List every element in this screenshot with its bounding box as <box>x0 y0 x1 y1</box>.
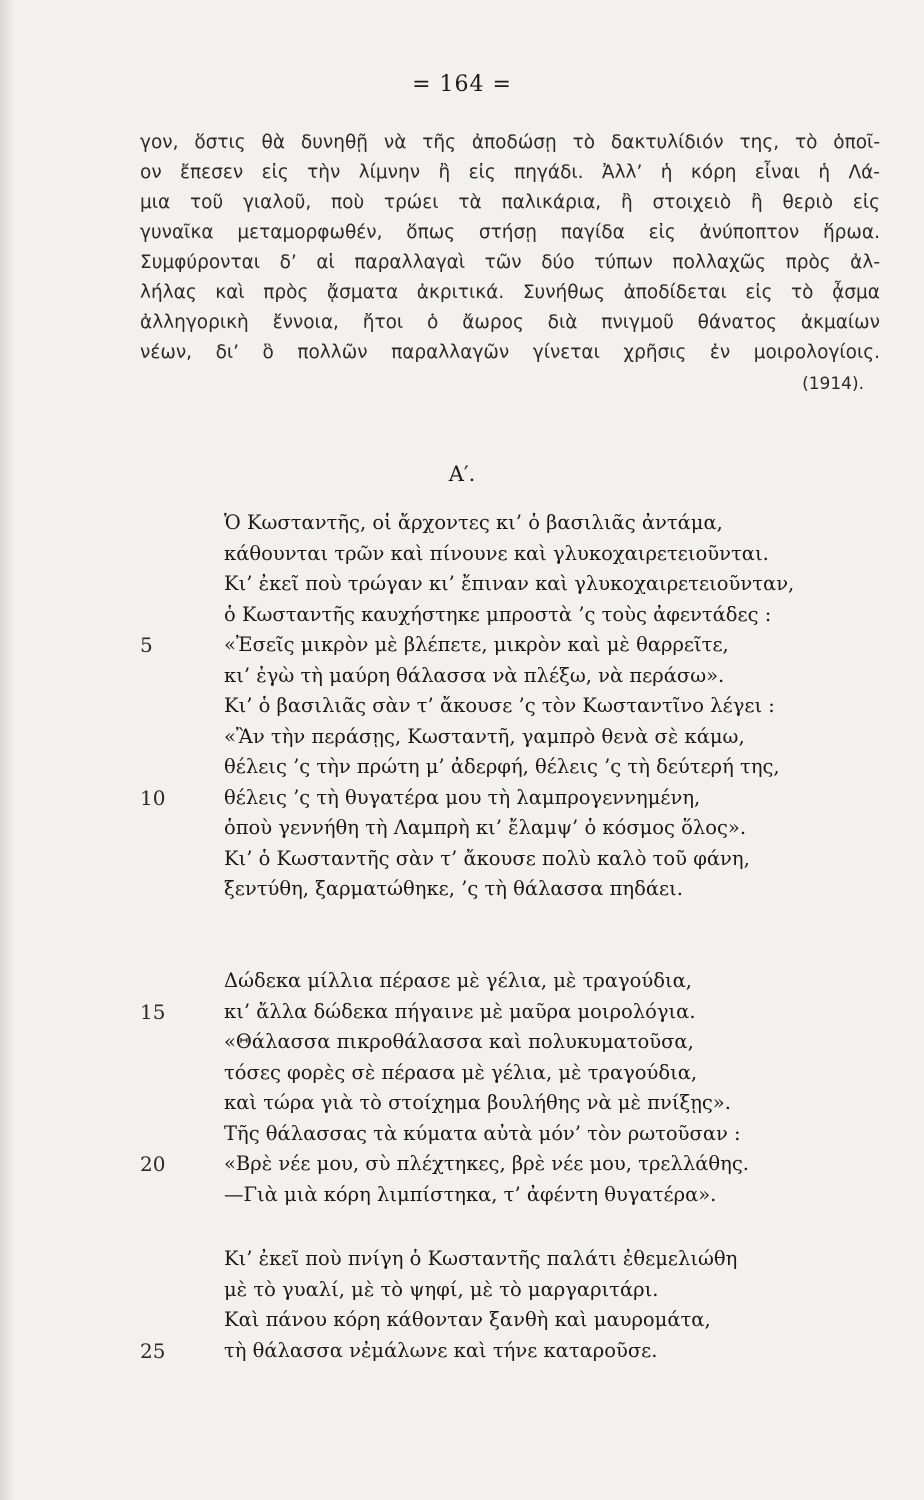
stanza-2 <box>140 966 900 1210</box>
verse-text: κι’ ἐγὼ τὴ μαύρη θάλασσα νὰ πλέξω, νὰ περάσω». <box>224 663 725 687</box>
line-number: 5 <box>140 633 153 657</box>
verse-text: μὲ τὸ γυαλί, μὲ τὸ ψηφί, μὲ τὸ μαργαριτάρι. <box>224 1277 659 1301</box>
stanza-1 <box>140 508 900 905</box>
line-number: 25 <box>140 1338 166 1363</box>
prose-line: μια τοῦ γιαλοῦ, ποὺ τρώει τὰ παλικάρια, ἢ στοιχειὸ ἢ θεριὸ εἰς <box>140 192 880 213</box>
verse-text: κάθουνται τρῶν καὶ πίνουνε καὶ γλυκοχαιρετειοῦνται. <box>224 541 769 565</box>
verse-line <box>140 722 900 753</box>
verse-line <box>140 1275 900 1306</box>
page-edge-shadow <box>0 0 14 1500</box>
page-number: = 164 = <box>412 72 512 97</box>
prose-line: λήλας καὶ πρὸς ᾄσματα ἀκριτικά. Συνήθως ἀποδίδεται εἰς τὸ ᾆσμα <box>140 282 880 303</box>
prose-year: (1914). <box>802 374 864 394</box>
verse-line <box>140 1180 900 1211</box>
verse-text: Κι’ ἐκεῖ ποὺ τρώγαν κι’ ἔπιναν καὶ γλυκοχαιρετειοῦνταν, <box>224 572 795 595</box>
verse-text: «Θάλασσα πικροθάλασσα καὶ πολυκυματοῦσα, <box>224 1030 694 1053</box>
line-number: 20 <box>140 1152 166 1176</box>
intro-paragraph <box>140 128 880 400</box>
verse-text: Καὶ πάνου κόρη κάθονταν ξανθὴ καὶ μαυρομάτα, <box>224 1308 711 1331</box>
verse-text: «Ἂν τὴν περάσῃς, Κωσταντῆ, γαμπρὸ θενὰ σὲ κάμω, <box>224 724 745 748</box>
verse-line <box>140 874 900 905</box>
stanza-3 <box>140 1244 900 1366</box>
verse-line <box>140 1244 900 1275</box>
line-number: 10 <box>140 785 166 810</box>
line-number: 15 <box>140 999 166 1024</box>
verse-text: Ὁ Κωσταντῆς, οἱ ἄρχοντες κι’ ὁ βασιλιᾶς ἀντάμα, <box>224 511 723 534</box>
verse-line <box>140 1119 900 1150</box>
verse-text: Τῆς θάλασσας τὰ κύματα αὐτὰ μόν’ τὸν ρωτοῦσαν : <box>224 1121 741 1145</box>
verse-text: Κι’ ἐκεῖ ποὺ πνίγη ὁ Κωσταντῆς παλάτι ἐθεμελιώθη <box>224 1247 738 1270</box>
verse-text: κι’ ἄλλα δώδεκα πήγαινε μὲ μαῦρα μοιρολόγια. <box>224 999 696 1023</box>
verse-line <box>140 600 900 631</box>
verse-line <box>140 752 900 783</box>
verse-line <box>140 508 900 539</box>
prose-line: ἀλληγορικὴ ἔννοια, ἤτοι ὁ ἄωρος διὰ πνιγμοῦ θάνατος ἀκμαίων <box>140 312 880 333</box>
verse-text: καὶ τώρα γιὰ τὸ στοίχημα βουλήθης νὰ μὲ πνίξῃς». <box>224 1091 731 1114</box>
verse-text: ὁ Κωσταντῆς καυχήστηκε μπροστὰ ’ς τοὺς ἀφεντάδες : <box>224 602 772 626</box>
verse-text: «Βρὲ νέε μου, σὺ πλέχτηκες, βρὲ νέε μου, τρελλάθης. <box>224 1152 749 1175</box>
verse-line <box>140 569 900 600</box>
verse-text: «Ἐσεῖς μικρὸν μὲ βλέπετε, μικρὸν καὶ μὲ θαρρεῖτε, <box>224 633 729 656</box>
verse-line <box>140 1305 900 1336</box>
prose-line: γυναῖκα μεταμορφωθέν, ὅπως στήσῃ παγίδα εἰς ἀνύποπτον ἥρωα. <box>140 222 880 243</box>
verse-text: θέλεις ’ς τὴ θυγατέρα μου τὴ λαμπρογεννημένη, <box>224 785 701 809</box>
verse-line <box>140 661 900 692</box>
section-heading: Α′. <box>448 462 476 486</box>
verse-line <box>140 966 900 997</box>
prose-line: νέων, δι’ ὃ πολλῶν παραλλαγῶν γίνεται χρῆσις ἐν μοιρολογίοις. <box>140 342 880 363</box>
verse-line <box>140 1058 900 1089</box>
verse-line <box>140 539 900 570</box>
verse-text: τόσες φορὲς σὲ πέρασα μὲ γέλια, μὲ τραγούδια, <box>224 1060 698 1084</box>
verse-line <box>140 844 900 875</box>
verse-line <box>140 997 900 1028</box>
verse-line <box>140 783 900 814</box>
verse-line <box>140 1336 900 1367</box>
verse-text: θέλεις ’ς τὴν πρώτη μ’ ἀδερφή, θέλεις ’ς τὴ δεύτερή της, <box>224 755 780 778</box>
verse-text: Κι’ ὁ βασιλιᾶς σὰν τ’ ἄκουσε ’ς τὸν Κωσταντῖνο λέγει : <box>224 694 775 717</box>
verse-line <box>140 1149 900 1180</box>
verse-line <box>140 1027 900 1058</box>
verse-line <box>140 1088 900 1119</box>
verse-text: τὴ θάλασσα νἐμάλωνε καὶ τήνε καταροῦσε. <box>224 1338 658 1362</box>
verse-text: ὁποὺ γεννήθη τὴ Λαμπρὴ κι’ ἔλαμψ’ ὁ κόσμος ὅλος». <box>224 816 747 839</box>
verse-line <box>140 691 900 722</box>
verse-line <box>140 813 900 844</box>
verse-text: —Γιὰ μιὰ κόρη λιμπίστηκα, τ’ ἀφέντη θυγατέρα». <box>224 1182 717 1206</box>
prose-line: ον ἔπεσεν εἰς τὴν λίμνην ἢ εἰς πηγάδι. Ἀλλ’ ἡ κόρη εἶναι ἡ Λά- <box>140 162 880 183</box>
prose-line: γον, ὅστις θὰ δυνηθῇ νὰ τῆς ἀποδώσῃ τὸ δακτυλίδιόν της, τὸ ὁποῖ- <box>140 132 880 153</box>
verse-text: Δώδεκα μίλλια πέρασε μὲ γέλια, μὲ τραγούδια, <box>224 969 693 992</box>
verse-line <box>140 630 900 661</box>
prose-line: Συμφύρονται δ’ αἱ παραλλαγαὶ τῶν δύο τύπων πολλαχῶς πρὸς ἀλ- <box>140 252 880 273</box>
verse-text: ξεντύθη, ξαρματώθηκε, ’ς τὴ θάλασσα πηδάει. <box>224 877 683 900</box>
verse-text: Κι’ ὁ Κωσταντῆς σὰν τ’ ἄκουσε πολὺ καλὸ τοῦ φάνη, <box>224 846 750 870</box>
